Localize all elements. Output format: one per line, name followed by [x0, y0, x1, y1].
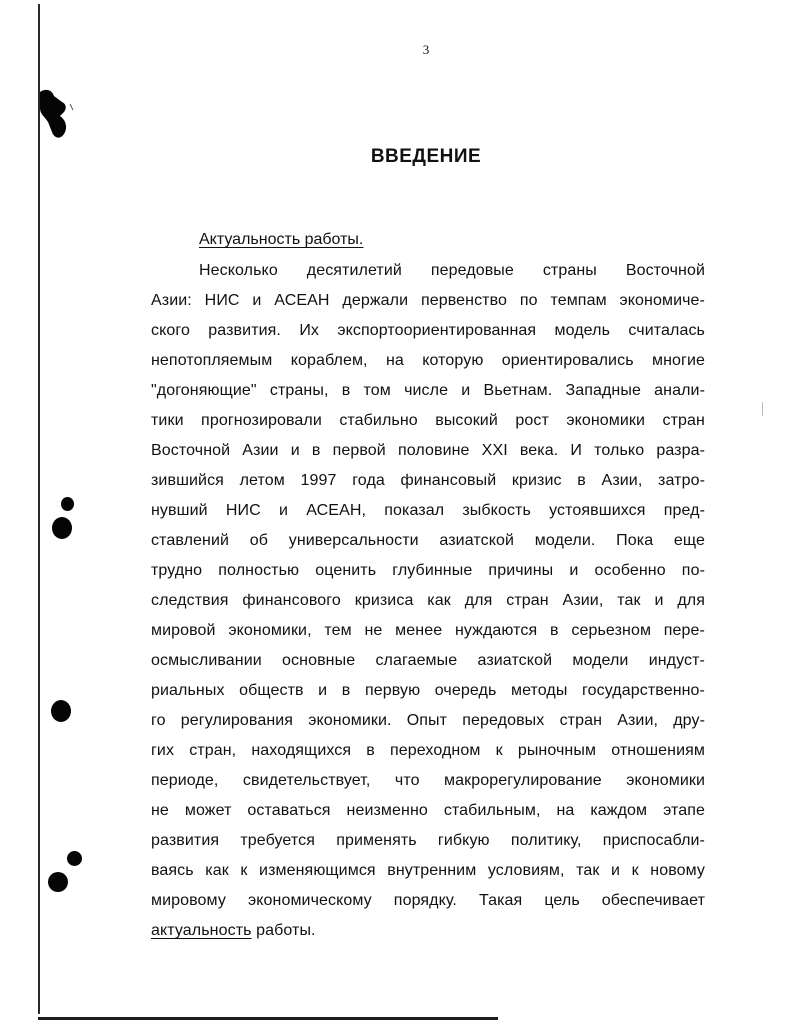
punch-hole-mark	[67, 851, 82, 866]
section-title: Актуальность работы.	[199, 231, 364, 248]
paragraph-final-line	[151, 916, 705, 946]
paragraph-line: зившийся летом 1997 года финансовый кризис в Азии, затро-	[151, 472, 705, 489]
paragraph-line: мировому экономическому порядку. Такая цель обеспечивает	[151, 892, 705, 909]
paragraph-line: трудно полностью оценить глубинные причины и особенно по-	[151, 562, 705, 579]
paragraph-line: мировой экономики, тем не менее нуждаются в серьезном пере-	[151, 622, 705, 639]
punch-hole-mark	[51, 700, 71, 722]
staple-mark	[40, 86, 74, 140]
paragraph-line: гих стран, находящихся в переходном к рыночным отношениям	[151, 742, 705, 759]
punch-hole-mark	[48, 872, 68, 892]
scan-bottom-border	[38, 1017, 498, 1020]
paragraph-line: риальных обществ и в первую очередь методы государственно-	[151, 682, 705, 699]
underlined-term: актуальность	[151, 922, 252, 939]
paragraph-line: ского развития. Их экспортоориентированная модель считалась	[151, 322, 705, 339]
body-paragraph	[151, 256, 705, 946]
paragraph-line: нувший НИС и АСЕАН, показал зыбкость устоявшихся пред-	[151, 502, 705, 519]
punch-hole-mark	[52, 517, 72, 539]
page-title: ВВЕДЕНИЕ	[370, 146, 482, 167]
paragraph-line: развития требуется применять гибкую политику, приспосабли-	[151, 832, 705, 849]
page-number: 3	[422, 42, 430, 57]
paragraph-line: ставлений об универсальности азиатской модели. Пока еще	[151, 532, 705, 549]
paragraph-line: периоде, свидетельствует, что макрорегулирование экономики	[151, 772, 705, 789]
paragraph-line: тики прогнозировали стабильно высокий рост экономики стран	[151, 412, 705, 429]
paragraph-line: "догоняющие" страны, в том числе и Вьетнам. Западные анали-	[151, 382, 705, 399]
paragraph-line: Восточной Азии и в первой половине XXI века. И только разра-	[151, 442, 705, 459]
paragraph-line: ваясь как к изменяющимся внутренним условиям, так и к новому	[151, 862, 705, 879]
scan-margin-mark	[762, 402, 763, 416]
paragraph-line: го регулирования экономики. Опыт передовых стран Азии, дру-	[151, 712, 705, 729]
paragraph-line: Азии: НИС и АСЕАН держали первенство по темпам экономиче-	[151, 292, 705, 309]
paragraph-line: следствия финансового кризиса как для стран Азии, так и для	[151, 592, 705, 609]
paragraph-line: не может оставаться неизменно стабильным, на каждом этапе	[151, 802, 705, 819]
paragraph-line: непотопляемым кораблем, на которую ориентировались многие	[151, 352, 705, 369]
paragraph-line: осмысливании основные слагаемые азиатской модели индуст-	[151, 652, 705, 669]
paragraph-line: Несколько десятилетий передовые страны Восточной	[199, 262, 705, 279]
punch-hole-mark	[61, 497, 74, 511]
final-line-text: работы.	[251, 922, 316, 939]
